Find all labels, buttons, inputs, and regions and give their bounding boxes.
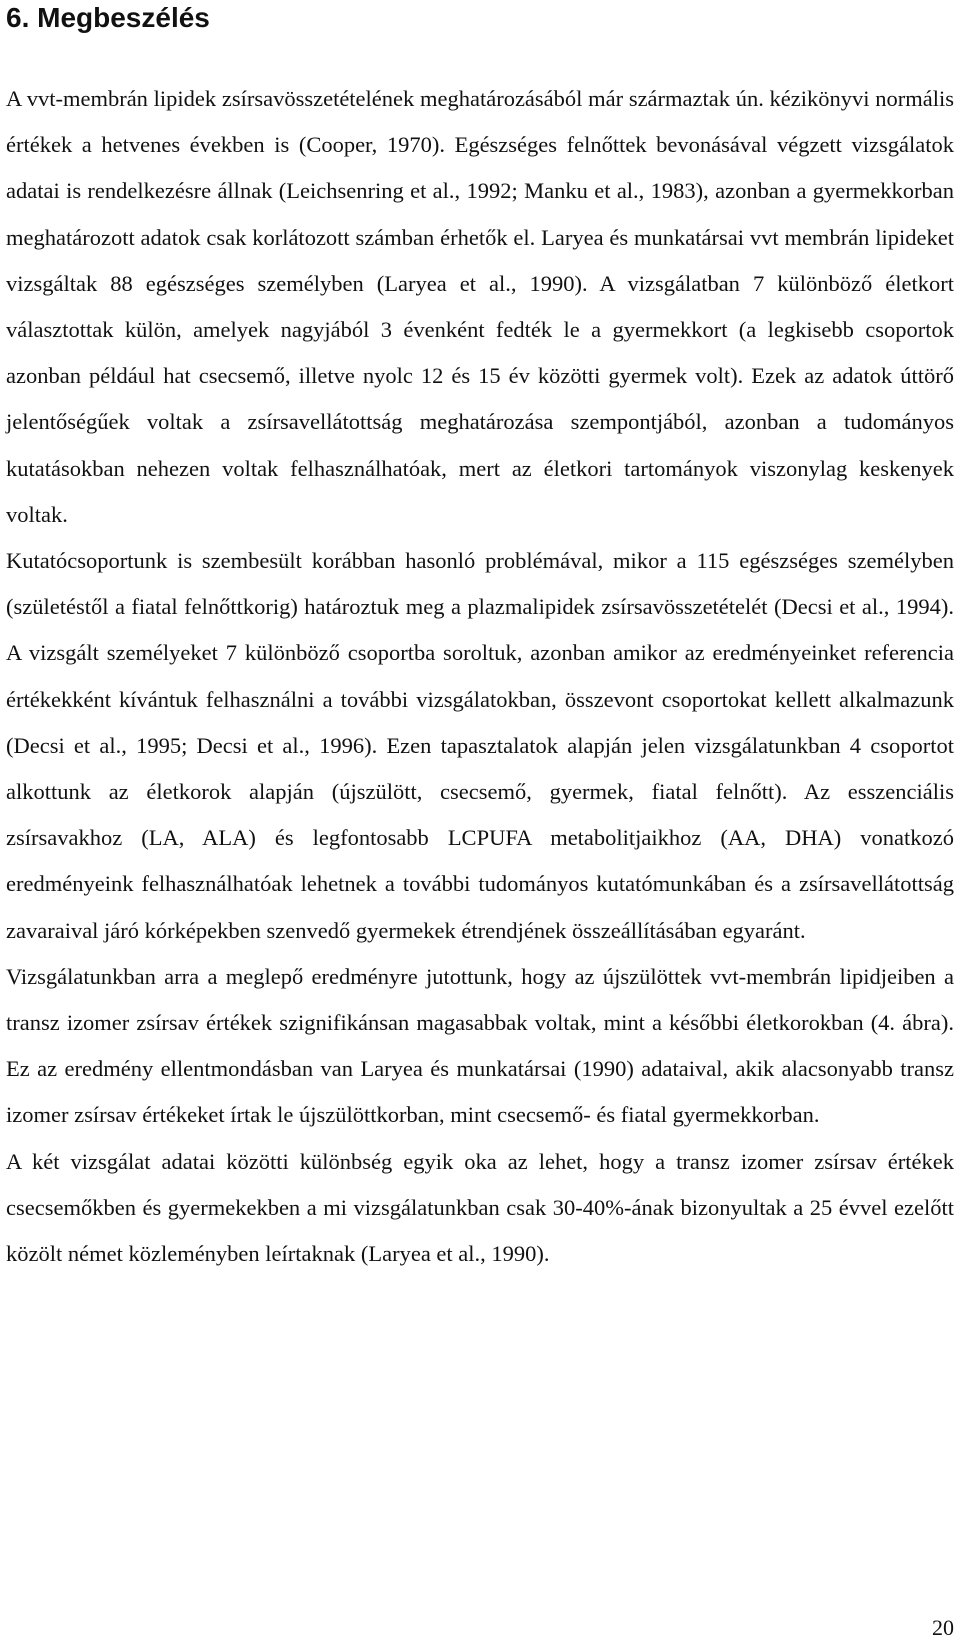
paragraph: Vizsgálatunkban arra a meglepő eredményre jutottunk, hogy az újszülöttek vvt-membrán lipidjeiben a transz izomer zsírsav értékek szignifikánsan magasabbak voltak, mint a későbbi életkorokban (4. ábra). Ez az eredmény ellentmondásban van Laryea és munkatársai (1990) adataival, akik alacsonyabb transz izomer zsírsav értékeket írtak le újszülöttkorban, mint csecsemő- és fiatal gyermekkorban. (6, 963, 954, 1128)
paragraph: A vvt-membrán lipidek zsírsavösszetételének meghatározásából már származtak ún. kézikönyvi normális értékek a hetvenes években is (Cooper, 1970). Egészséges felnőttek bevonásával végzett vizsgálatok adatai is rendelkezésre állnak (Leichsenring et al., 1992; Manku et al., 1983), azonban a gyermekkorban meghatározott adatok csak korlátozott számban érhetők el. Laryea és munkatársai vvt membrán lipideket vizsgáltak 88 egészséges személyben (Laryea et al., 1990). A vizsgálatban 7 különböző életkort választottak külön, amelyek nagyjából 3 évenként fedték le a gyermekkort (a legkisebb csoportok azonban például hat csecsemő, illetve nyolc 12 és 15 év közötti gyermek volt). Ezek az adatok úttörő jelentőségűek voltak a zsírsavellátottság meghatározása szempontjából, azonban a tudományos kutatásokban nehezen voltak felhasználhatóak, mert az életkori tartományok viszonylag keskenyek voltak. (6, 86, 954, 527)
paragraph: Kutatócsoportunk is szembesült korábban hasonló problémával, mikor a 115 egészséges személyben (születéstől a fiatal felnőttkorig) határoztuk meg a plazmalipidek zsírsavösszetételét (Decsi et al., 1994). A vizsgált személyeket 7 különböző csoportba soroltuk, azonban amikor az eredményeinket referencia értékekként kívántuk felhasználni a további vizsgálatokban, összevont csoportokat kellett alkalmazunk (Decsi et al., 1995; Decsi et al., 1996). Ezen tapasztalatok alapján jelen vizsgálatunkban 4 csoportot alkottunk az életkorok alapján (újszülött, csecsemő, gyermek, fiatal felnőtt). Az esszenciális zsírsavakhoz (LA, ALA) és legfontosabb LCPUFA metabolitjaikhoz (AA, DHA) vonatkozó eredményeink felhasználhatóak lehetnek a további tudományos kutatómunkában és a zsírsavellátottság zavaraival járó kórképekben szenvedő gyermekek étrendjének összeállításában egyaránt. (6, 548, 954, 943)
paragraph: A két vizsgálat adatai közötti különbség egyik oka az lehet, hogy a transz izomer zsírsav értékek csecsemőkben és gyermekekben a mi vizsgálatunkban csak 30-40%-ának bizonyultak a 25 évvel ezelőtt közölt német közleményben leírtaknak (Laryea et al., 1990). (6, 1148, 954, 1267)
body-text (6, 76, 954, 1277)
section-heading: 6. Megbeszélés (6, 2, 210, 33)
page-number: 20 (932, 1615, 954, 1640)
